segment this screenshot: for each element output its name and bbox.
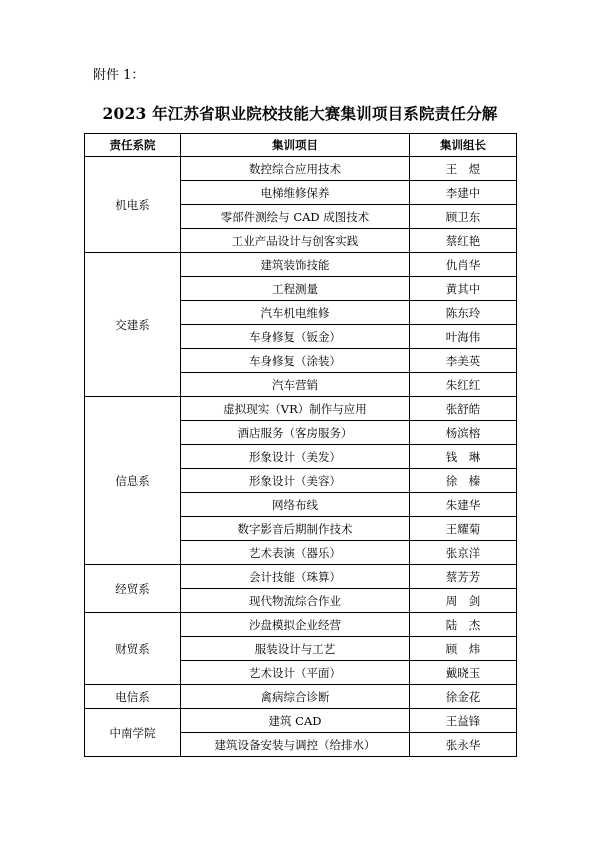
- project-cell: 数字影音后期制作技术: [181, 517, 410, 541]
- leader-cell: 仇肖华: [410, 253, 517, 277]
- leader-cell: 王益锋: [410, 709, 517, 733]
- department-cell: 交建系: [85, 253, 181, 397]
- leader-cell: 王耀菊: [410, 517, 517, 541]
- leader-cell: 蔡芳芳: [410, 565, 517, 589]
- project-cell: 汽车营销: [181, 373, 410, 397]
- project-cell: 网络布线: [181, 493, 410, 517]
- project-cell: 会计技能（珠算）: [181, 565, 410, 589]
- leader-cell: 张京洋: [410, 541, 517, 565]
- leader-cell: 顾 炜: [410, 637, 517, 661]
- leader-cell: 钱 琳: [410, 445, 517, 469]
- leader-cell: 顾卫东: [410, 205, 517, 229]
- project-cell: 形象设计（美容）: [181, 469, 410, 493]
- project-cell: 沙盘模拟企业经营: [181, 613, 410, 637]
- header-leader: 集训组长: [410, 134, 517, 157]
- leader-cell: 蔡红艳: [410, 229, 517, 253]
- table-row: [85, 709, 517, 733]
- leader-cell: 杨滨榕: [410, 421, 517, 445]
- project-cell: 汽车机电维修: [181, 301, 410, 325]
- leader-cell: 黄其中: [410, 277, 517, 301]
- project-cell: 零部件测绘与 CAD 成图技术: [181, 205, 410, 229]
- department-cell: 中南学院: [85, 709, 181, 757]
- table-row: [85, 685, 517, 709]
- table-row: [85, 253, 517, 277]
- project-cell: 现代物流综合作业: [181, 589, 410, 613]
- project-cell: 建筑设备安装与调控（给排水）: [181, 733, 410, 757]
- project-cell: 建筑装饰技能: [181, 253, 410, 277]
- leader-cell: 李美英: [410, 349, 517, 373]
- leader-cell: 戴晓玉: [410, 661, 517, 685]
- leader-cell: 朱红红: [410, 373, 517, 397]
- leader-cell: 李建中: [410, 181, 517, 205]
- leader-cell: 陆 杰: [410, 613, 517, 637]
- project-cell: 虚拟现实（VR）制作与应用: [181, 397, 410, 421]
- leader-cell: 朱建华: [410, 493, 517, 517]
- project-cell: 工业产品设计与创客实践: [181, 229, 410, 253]
- document-title: 2023 年江苏省职业院校技能大赛集训项目系院责任分解: [102, 104, 498, 123]
- project-cell: 电梯维修保养: [181, 181, 410, 205]
- project-cell: 数控综合应用技术: [181, 157, 410, 181]
- leader-cell: 张舒皓: [410, 397, 517, 421]
- table-row: [85, 157, 517, 181]
- project-cell: 酒店服务（客房服务）: [181, 421, 410, 445]
- project-cell: 工程测量: [181, 277, 410, 301]
- leader-cell: 徐 榛: [410, 469, 517, 493]
- leader-cell: 叶海伟: [410, 325, 517, 349]
- project-cell: 服装设计与工艺: [181, 637, 410, 661]
- attachment-label: 附件 1：: [93, 68, 145, 83]
- project-cell: 艺术设计（平面）: [181, 661, 410, 685]
- project-cell: 车身修复（钣金）: [181, 325, 410, 349]
- leader-cell: 王 煜: [410, 157, 517, 181]
- leader-cell: 周 剑: [410, 589, 517, 613]
- department-cell: 电信系: [85, 685, 181, 709]
- table-row: [85, 565, 517, 589]
- table-header-row: [85, 134, 517, 157]
- table-row: [85, 613, 517, 637]
- project-cell: 禽病综合诊断: [181, 685, 410, 709]
- project-cell: 建筑 CAD: [181, 709, 410, 733]
- responsibility-table: [84, 133, 517, 757]
- leader-cell: 徐金花: [410, 685, 517, 709]
- leader-cell: 张永华: [410, 733, 517, 757]
- project-cell: 形象设计（美发）: [181, 445, 410, 469]
- department-cell: 信息系: [85, 397, 181, 565]
- department-cell: 经贸系: [85, 565, 181, 613]
- project-cell: 艺术表演（器乐）: [181, 541, 410, 565]
- project-cell: 车身修复（涂装）: [181, 349, 410, 373]
- header-project: 集训项目: [181, 134, 410, 157]
- department-cell: 财贸系: [85, 613, 181, 685]
- leader-cell: 陈东玲: [410, 301, 517, 325]
- table-body: [85, 157, 517, 757]
- table-row: [85, 397, 517, 421]
- header-department: 责任系院: [85, 134, 181, 157]
- department-cell: 机电系: [85, 157, 181, 253]
